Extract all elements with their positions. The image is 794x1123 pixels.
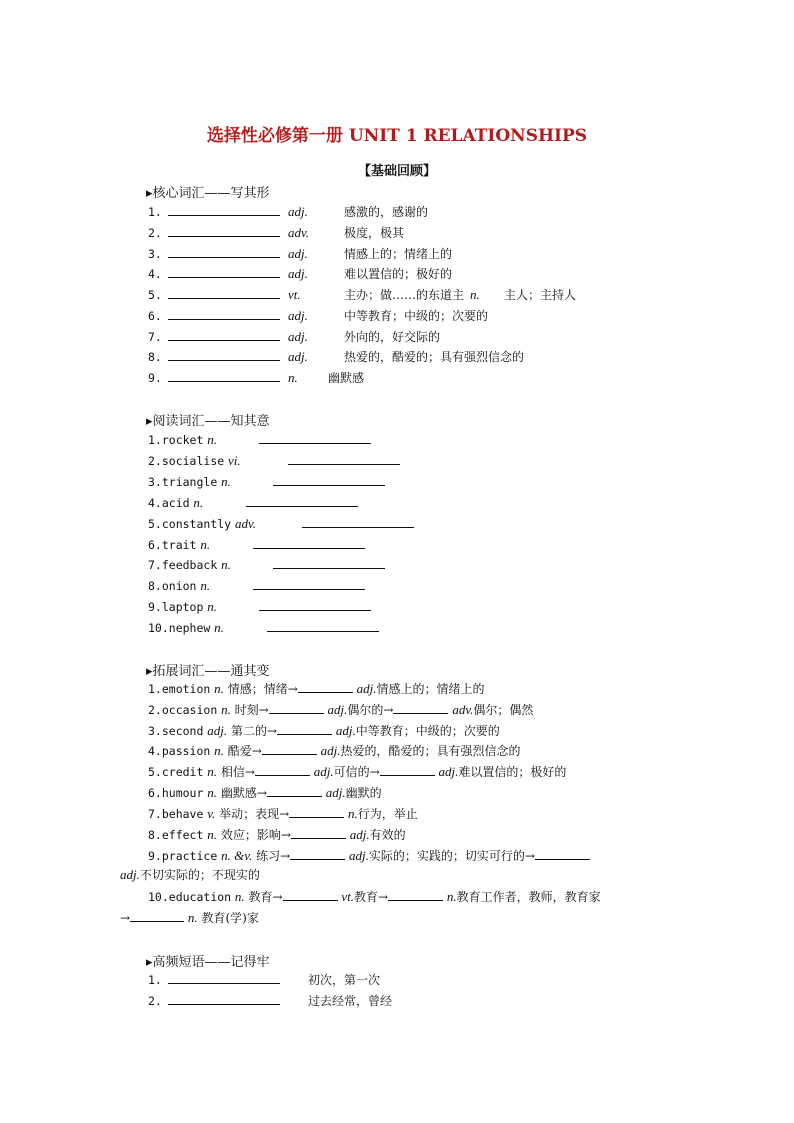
meaning: 外向的，好交际的 <box>344 330 441 344</box>
core-vocab-row <box>148 203 428 220</box>
answer-blank[interactable] <box>298 680 353 693</box>
part-of-speech: n. <box>207 785 217 800</box>
meaning: 幽默感→ <box>220 786 267 800</box>
answer-blank[interactable] <box>168 245 280 258</box>
word: emotion <box>161 682 211 696</box>
reading-vocab-row <box>148 431 371 448</box>
part-of-speech: n. <box>288 370 298 385</box>
part-of-speech: adj. <box>288 246 308 261</box>
part-of-speech: adj. <box>288 349 308 364</box>
answer-blank[interactable] <box>259 431 371 444</box>
item-number: 8. <box>148 579 162 593</box>
item-number: 3. <box>148 724 162 738</box>
meaning: 教育(学)家 <box>201 911 259 925</box>
part-of-speech: adj. <box>325 785 346 800</box>
meaning: 举动；表现→ <box>219 807 290 821</box>
meaning: 情感；情绪→ <box>227 682 298 696</box>
item-number: 9. <box>148 600 162 614</box>
reading-vocab-row <box>148 515 414 532</box>
word: second <box>161 724 204 738</box>
part-of-speech: n. <box>446 889 457 904</box>
answer-blank[interactable] <box>253 577 365 590</box>
answer-blank[interactable] <box>277 722 332 735</box>
part-of-speech: adj. <box>438 764 459 779</box>
item-number: 2. <box>148 226 162 240</box>
word: behave <box>161 807 204 821</box>
answer-blank[interactable] <box>302 515 414 528</box>
reading-vocab-row <box>148 473 385 490</box>
item-number: 9. <box>148 849 162 863</box>
word: acid <box>161 496 190 510</box>
item-number: 5. <box>148 288 162 302</box>
meaning: 难以置信的；极好的 <box>344 267 453 281</box>
answer-blank[interactable] <box>130 909 184 922</box>
answer-blank[interactable] <box>291 826 346 839</box>
extended-vocab-row <box>148 722 500 739</box>
item-number: 9. <box>148 371 162 385</box>
core-vocab-row <box>148 265 452 282</box>
reading-vocab-row <box>148 494 358 511</box>
meaning: 中等教育；中级的；次要的 <box>344 309 489 323</box>
meaning: 教育工作者，教师，教育家 <box>456 890 601 904</box>
reading-vocab-row <box>148 577 365 594</box>
part-of-speech: adj. <box>313 764 334 779</box>
reading-vocab-row <box>148 556 385 573</box>
section-heading-extended-vocab: ▸拓展词汇——通其变 <box>146 664 270 679</box>
part-of-speech: adj. <box>288 308 308 323</box>
meaning: 第二的→ <box>230 724 277 738</box>
answer-blank[interactable] <box>269 701 324 714</box>
reading-vocab-row <box>148 452 400 469</box>
part-of-speech: n. <box>200 537 211 552</box>
part-of-speech: adj. <box>327 702 348 717</box>
answer-blank[interactable] <box>283 888 338 901</box>
answer-blank[interactable] <box>168 265 280 278</box>
part-of-speech: vi. <box>228 453 241 468</box>
answer-blank[interactable] <box>168 203 280 216</box>
part-of-speech: n. <box>207 764 217 779</box>
meaning: 时刻→ <box>234 703 269 717</box>
extended-vocab-row <box>148 826 406 843</box>
answer-blank[interactable] <box>290 847 345 860</box>
core-vocab-row <box>148 348 524 365</box>
item-number: 10. <box>148 621 169 635</box>
part-of-speech: vt. <box>288 287 301 302</box>
item-number: 6. <box>148 786 162 800</box>
item-number: 4. <box>148 744 162 758</box>
core-vocab-row <box>148 328 440 345</box>
section-heading-phrases: ▸高频短语——记得牢 <box>146 955 270 970</box>
meaning: 相信→ <box>220 765 255 779</box>
word: laptop <box>161 600 204 614</box>
word: constantly <box>161 517 232 531</box>
part-of-speech: adv. <box>288 225 310 240</box>
item-number: 8. <box>148 350 162 364</box>
core-vocab-row <box>148 245 452 262</box>
extended-vocab-row <box>148 784 382 801</box>
part-of-speech: n. <box>187 910 198 925</box>
part-of-speech: adj. <box>320 743 341 758</box>
meaning: 实际的；实践的；切实可行的→ <box>368 849 535 863</box>
meaning: 情感上的；情绪上的 <box>344 247 453 261</box>
answer-blank[interactable] <box>168 307 280 320</box>
section-heading-core-vocab: ▸核心词汇——写其形 <box>146 186 270 201</box>
part-of-speech: adj. <box>288 329 308 344</box>
word: effect <box>161 828 204 842</box>
core-vocab-row <box>148 369 364 386</box>
extended-vocab-row <box>148 763 566 780</box>
part-of-speech: vt. <box>341 889 355 904</box>
answer-blank[interactable] <box>380 763 435 776</box>
part-of-speech: v. <box>207 806 216 821</box>
item-number: 3. <box>148 247 162 261</box>
meaning: 中等教育；中级的；次要的 <box>355 724 500 738</box>
word: triangle <box>161 475 218 489</box>
meaning: 幽默的 <box>345 786 382 800</box>
meaning: 偶尔的→ <box>347 703 394 717</box>
part-of-speech: n. <box>470 287 480 302</box>
item-number: 6. <box>148 309 162 323</box>
part-of-speech: n. <box>207 432 217 447</box>
part-of-speech: n. <box>348 806 358 821</box>
item-number: 2. <box>148 703 162 717</box>
part-of-speech: n. <box>221 702 231 717</box>
item-number: 7. <box>148 330 162 344</box>
meaning: 初次，第一次 <box>308 973 381 987</box>
reading-vocab-row <box>148 598 371 615</box>
word: trait <box>161 538 197 552</box>
meaning: 热爱的，酷爱的；具有强烈信念的 <box>344 350 525 364</box>
word: onion <box>161 579 197 593</box>
extended-vocab-row <box>148 680 485 697</box>
part-of-speech: adj. <box>356 681 377 696</box>
page-title: 选择性必修第一册 UNIT 1 RELATIONSHIPS <box>206 126 588 146</box>
part-of-speech: adj. <box>207 723 228 738</box>
word: education <box>168 890 232 904</box>
meaning: 难以置信的；极好的 <box>458 765 567 779</box>
answer-blank[interactable] <box>253 536 365 549</box>
word: occasion <box>161 703 218 717</box>
item-number: 1. <box>148 682 162 696</box>
part-of-speech: adj. <box>120 867 140 882</box>
item-number: 8. <box>148 828 162 842</box>
word: nephew <box>168 621 211 635</box>
arrow: → <box>120 911 131 925</box>
part-of-speech: n. &v. <box>221 848 253 863</box>
meaning: 偶尔；偶然 <box>473 703 534 717</box>
reading-vocab-row <box>148 536 365 553</box>
extended-vocab-row <box>148 847 590 864</box>
part-of-speech: n. <box>207 827 217 842</box>
answer-blank[interactable] <box>168 224 280 237</box>
answer-blank[interactable] <box>289 805 344 818</box>
answer-blank[interactable] <box>288 452 400 465</box>
answer-blank[interactable] <box>273 473 385 486</box>
part-of-speech: n. <box>221 474 231 489</box>
reading-vocab-row <box>148 619 379 636</box>
answer-blank[interactable] <box>535 847 590 860</box>
word: rocket <box>161 433 204 447</box>
part-of-speech: n. <box>200 578 211 593</box>
answer-blank[interactable] <box>388 888 443 901</box>
meaning: 热爱的，酷爱的；具有强烈信念的 <box>340 744 521 758</box>
extended-vocab-row-continued <box>120 867 260 883</box>
answer-blank[interactable] <box>168 328 280 341</box>
meaning: 酷爱→ <box>227 744 262 758</box>
part-of-speech: n. <box>214 620 224 635</box>
part-of-speech: adj. <box>288 204 308 219</box>
answer-blank[interactable] <box>168 369 280 382</box>
meaning: 练习→ <box>256 849 291 863</box>
answer-blank[interactable] <box>168 348 280 361</box>
part-of-speech: adj. <box>335 723 356 738</box>
meaning: 效应；影响→ <box>220 828 291 842</box>
item-number: 5. <box>148 765 162 779</box>
item-number: 1. <box>148 433 162 447</box>
extended-vocab-row <box>148 805 418 822</box>
meaning: 不切实际的；不现实的 <box>139 868 260 882</box>
item-number: 7. <box>148 558 162 572</box>
extended-vocab-row <box>148 888 601 905</box>
part-of-speech: adv. <box>234 516 256 531</box>
core-vocab-row <box>148 224 404 241</box>
word: humour <box>161 786 204 800</box>
core-vocab-row <box>148 286 576 303</box>
answer-blank[interactable] <box>168 286 280 299</box>
meaning: 极度，极其 <box>344 226 405 240</box>
extended-vocab-row <box>148 701 533 718</box>
meaning: 可信的→ <box>333 765 380 779</box>
item-number: 7. <box>148 807 162 821</box>
part-of-speech: adj. <box>288 266 308 281</box>
part-of-speech: adv. <box>452 702 474 717</box>
item-number: 6. <box>148 538 162 552</box>
section-subtitle: 【基础回顾】 <box>357 164 436 179</box>
part-of-speech: n. <box>214 681 224 696</box>
part-of-speech: n. <box>234 889 245 904</box>
part-of-speech: n. <box>214 743 224 758</box>
word: socialise <box>161 454 225 468</box>
phrase-row <box>148 992 392 1009</box>
answer-blank[interactable] <box>273 556 385 569</box>
answer-blank[interactable] <box>168 992 280 1005</box>
meaning: 主人；主持人 <box>504 288 577 302</box>
word: passion <box>161 744 211 758</box>
meaning: 行为，举止 <box>357 807 418 821</box>
meaning: 幽默感 <box>328 371 365 385</box>
meaning: 感激的，感谢的 <box>344 205 429 219</box>
meaning: 教育→ <box>248 890 283 904</box>
item-number: 5. <box>148 517 162 531</box>
answer-blank[interactable] <box>255 763 310 776</box>
item-number: 2. <box>148 994 162 1008</box>
item-number: 4. <box>148 267 162 281</box>
answer-blank[interactable] <box>168 971 280 984</box>
meaning: 过去经常，曾经 <box>308 994 393 1008</box>
item-number: 1. <box>148 205 162 219</box>
extended-vocab-row-continued <box>120 909 259 926</box>
part-of-speech: n. <box>221 557 231 572</box>
answer-blank[interactable] <box>262 742 317 755</box>
answer-blank[interactable] <box>393 701 448 714</box>
meaning: 有效的 <box>369 828 406 842</box>
answer-blank[interactable] <box>246 494 358 507</box>
word: credit <box>161 765 204 779</box>
meaning: 主办；做……的东道主 <box>344 288 465 302</box>
part-of-speech: adj. <box>349 827 370 842</box>
core-vocab-row <box>148 307 488 324</box>
item-number: 1. <box>148 973 162 987</box>
phrase-row <box>148 971 380 988</box>
answer-blank[interactable] <box>267 619 379 632</box>
extended-vocab-row <box>148 742 521 759</box>
part-of-speech: n. <box>207 599 217 614</box>
section-heading-reading-vocab: ▸阅读词汇——知其意 <box>146 414 270 429</box>
meaning: 情感上的；情绪上的 <box>376 682 485 696</box>
word: practice <box>161 849 218 863</box>
item-number: 4. <box>148 496 162 510</box>
part-of-speech: n. <box>193 495 204 510</box>
part-of-speech: adj. <box>348 848 369 863</box>
word: feedback <box>161 558 218 572</box>
item-number: 10. <box>148 890 169 904</box>
item-number: 2. <box>148 454 162 468</box>
answer-blank[interactable] <box>267 784 322 797</box>
answer-blank[interactable] <box>259 598 371 611</box>
meaning: 教育→ <box>354 890 389 904</box>
item-number: 3. <box>148 475 162 489</box>
